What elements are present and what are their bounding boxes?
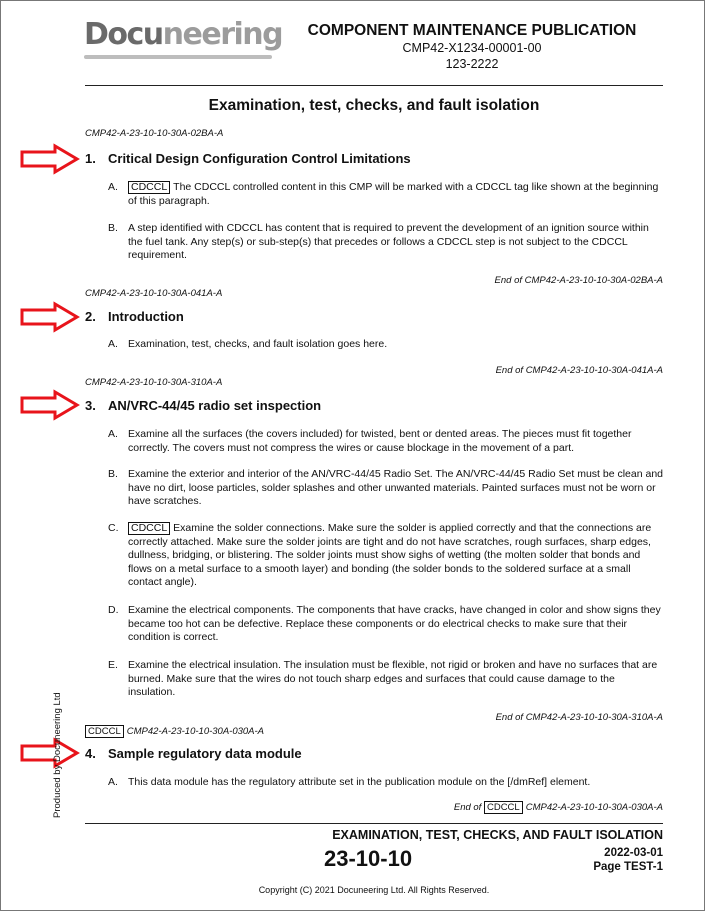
item-text: CDCCL The CDCCL controlled content in this CMP will be marked with a CDCCL tag like shown at the beginning of this paragraph. xyxy=(128,181,659,207)
footer-chapter-code: 23-10-10 xyxy=(324,846,413,871)
publication-code: CMP42-X1234-00001-00 xyxy=(402,41,542,55)
item-text: Examine all the surfaces (the covers included) for twisted, bent or dented areas. The pieces must fit together correctly. The covers must not compress the wires or cause blockage in the movement of a part. xyxy=(128,428,632,454)
red-arrow-icon xyxy=(19,389,81,421)
section-number: 4. xyxy=(85,746,96,761)
item-letter: C. xyxy=(108,522,119,534)
publication-title: COMPONENT MAINTENANCE PUBLICATION xyxy=(307,22,637,39)
item-letter: B. xyxy=(108,222,118,234)
page-title: Examination, test, checks, and fault isolation xyxy=(208,97,540,114)
cdccl-tag: CDCCL xyxy=(85,725,124,738)
item-text: Examine the exterior and interior of the AN/VRC-44/45 Radio Set. The AN/VRC-44/45 Radio Set must be clean and have no dirt, loose particles, solder splashes and other unwanted materials. Painted surfaces must not be worn or have scratches. xyxy=(128,468,664,507)
footer-divider xyxy=(85,823,663,824)
section-title: AN/VRC-44/45 radio set inspection xyxy=(108,398,322,413)
docuneering-logo: Docuneering xyxy=(84,17,283,52)
item-text: This data module has the regulatory attribute set in the publication module on the [/dmRef] element. xyxy=(128,776,591,788)
cdccl-tag: CDCCL xyxy=(128,181,170,194)
end-code: End of CMP42-A-23-10-10-30A-02BA-A xyxy=(494,275,663,286)
data-module-code: CMP42-A-23-10-10-30A-310A-A xyxy=(85,377,223,388)
publication-number: 123-2222 xyxy=(445,57,499,71)
item-letter: D. xyxy=(108,604,119,616)
section-title: Introduction xyxy=(108,309,184,324)
red-arrow-icon xyxy=(19,737,81,769)
section-title: Critical Design Configuration Control Limitations xyxy=(108,151,411,166)
item-letter: A. xyxy=(108,181,118,193)
data-module-code: CMP42-A-23-10-10-30A-041A-A xyxy=(85,288,223,299)
item-letter: E. xyxy=(108,659,118,671)
cdccl-tag: CDCCL xyxy=(128,522,170,535)
logo-underline xyxy=(84,55,272,59)
red-arrow-icon xyxy=(19,143,81,175)
footer-page-number: Page TEST-1 xyxy=(593,861,663,873)
data-module-code: CDCCL CMP42-A-23-10-10-30A-030A-A xyxy=(85,725,264,738)
item-letter: A. xyxy=(108,776,118,788)
header-divider xyxy=(85,85,663,86)
data-module-code: CMP42-A-23-10-10-30A-02BA-A xyxy=(85,128,224,139)
section-number: 2. xyxy=(85,309,96,324)
end-code: End of CMP42-A-23-10-10-30A-310A-A xyxy=(495,712,663,723)
cdccl-tag: CDCCL xyxy=(484,801,523,814)
section-number: 3. xyxy=(85,398,96,413)
footer-date: 2022-03-01 xyxy=(604,847,663,859)
footer-title: EXAMINATION, TEST, CHECKS, AND FAULT ISOLATION xyxy=(332,828,663,842)
produced-by-text: Produced by Docuneering Ltd xyxy=(52,692,63,818)
item-text: A step identified with CDCCL has content that is required to prevent the development of an ignition source within the fuel tank. Any step(s) or sub-step(s) that precedes or follows a CDCCL step is not subject to the CDCCL requirement. xyxy=(128,222,649,261)
item-text: CDCCL Examine the solder connections. Make sure the solder is applied correctly and that the connections are correctly attached. Make sure the solder joints are tight and do not have scratches, rough surfaces, sharp edges, dullness, bridging, or blistering. The solder joints must show sighs of wetting (the molten solder that bonds and flows on a metal surface to a smooth layer) and bonding (the solder bonds to the soldered surface at a small contact angle). xyxy=(128,522,652,588)
item-text: Examine the electrical components. The components that have cracks, have changed in color and show signs they became too hot can be defective. Replace these components or do electrical checks to make sure that their condition is correct. xyxy=(128,604,661,643)
item-letter: B. xyxy=(108,468,118,480)
section-title: Sample regulatory data module xyxy=(108,746,302,761)
red-arrow-icon xyxy=(19,301,81,333)
section-number: 1. xyxy=(85,151,96,166)
end-code: End of CDCCL CMP42-A-23-10-10-30A-030A-A xyxy=(453,802,663,813)
item-text: Examine the electrical insulation. The insulation must be flexible, not rigid or broken and have no surfaces that are burned. Make sure that the wires do not touch sharp edges and surfaces that could cause damage to the insulation. xyxy=(128,659,658,698)
end-code: End of CMP42-A-23-10-10-30A-041A-A xyxy=(495,365,663,376)
item-letter: A. xyxy=(108,428,118,440)
item-letter: A. xyxy=(108,338,118,350)
copyright-notice: Copyright (C) 2021 Docuneering Ltd. All Rights Reserved. xyxy=(258,885,490,895)
item-text: Examination, test, checks, and fault isolation goes here. xyxy=(128,338,388,350)
